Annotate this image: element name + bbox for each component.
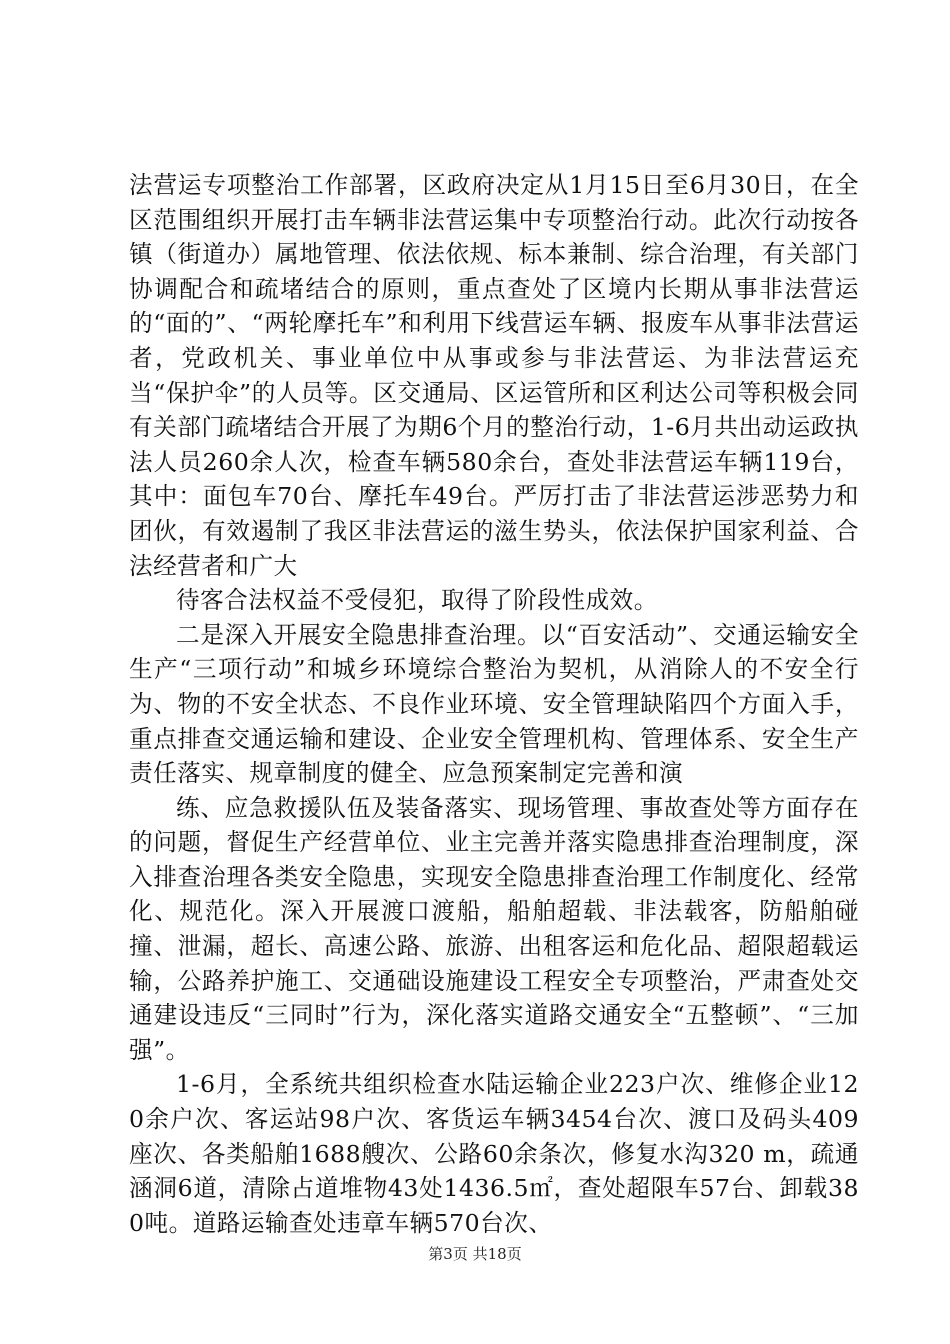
paragraph-3: 二是深入开展安全隐患排查治理。以“百安活动”、交通运输安全生产“三项行动”和城乡环境综合整治为契机，从消除人的不安全行为、物的不安全状态、不良作业环境、安全管理缺陷四个方面入手，重点排查交通运输和建设、企业安全管理机构、管理体系、安全生产责任落实、规章制度的健全、应急预案制定完善和演 <box>129 620 859 788</box>
paragraph-2: 待客合法权益不受侵犯，取得了阶段性成效。 <box>176 586 658 615</box>
page-number-label: 第3页 共18页 <box>428 1245 522 1263</box>
document-body <box>129 168 859 1240</box>
paragraph-5: 1-6月，全系统共组织检查水陆运输企业223户次、维修企业120余户次、客运站98户次、客货运车辆3454台次、渡口及码头409座次、各类船舶1688艘次、公路60余条次，修复水沟320 m，疏通涵洞6道，清除占道堆物43处1436.5㎡，查处超限车57台、卸载380吨。道路运输查处违章车辆570台次、 <box>129 1070 859 1237</box>
page-footer <box>0 1244 950 1264</box>
paragraph-4: 练、应急救援队伍及装备落实、现场管理、事故查处等方面存在的问题，督促生产经营单位、业主完善并落实隐患排查治理制度，深入排查治理各类安全隐患，实现安全隐患排查治理工作制度化、经常化、规范化。深入开展渡口渡船，船舶超载、非法载客，防船舶碰撞、泄漏，超长、高速公路、旅游、出租客运和危化品、超限超载运输，公路养护施工、交通础设施建设工程安全专项整治，严肃查处交通建设违反“三同时”行为，深化落实道路交通安全“五整顿”、“三加强”。 <box>129 793 859 1064</box>
paragraph-1: 法营运专项整治工作部署，区政府决定从1月15日至6月30日，在全区范围组织开展打击车辆非法营运集中专项整治行动。此次行动按各镇（街道办）属地管理、依法依规、标本兼制、综合治理，有关部门协调配合和疏堵结合的原则，重点查处了区境内长期从事非法营运的“面的”、“两轮摩托车”和利用下线营运车辆、报废车从事非法营运者，党政机关、事业单位中从事或参与非法营运、为非法营运充当“保护伞”的人员等。区交通局、区运管所和区利达公司等积极会同有关部门疏堵结合开展了为期6个月的整治行动，1-6月共出动运政执法人员260余人次，检查车辆580余台，查处非法营运车辆119台，其中：面包车70台、摩托车49台。严厉打击了非法营运涉恶势力和团伙，有效遏制了我区非法营运的滋生势头，依法保护国家利益、合法经营者和广大 <box>129 171 859 580</box>
